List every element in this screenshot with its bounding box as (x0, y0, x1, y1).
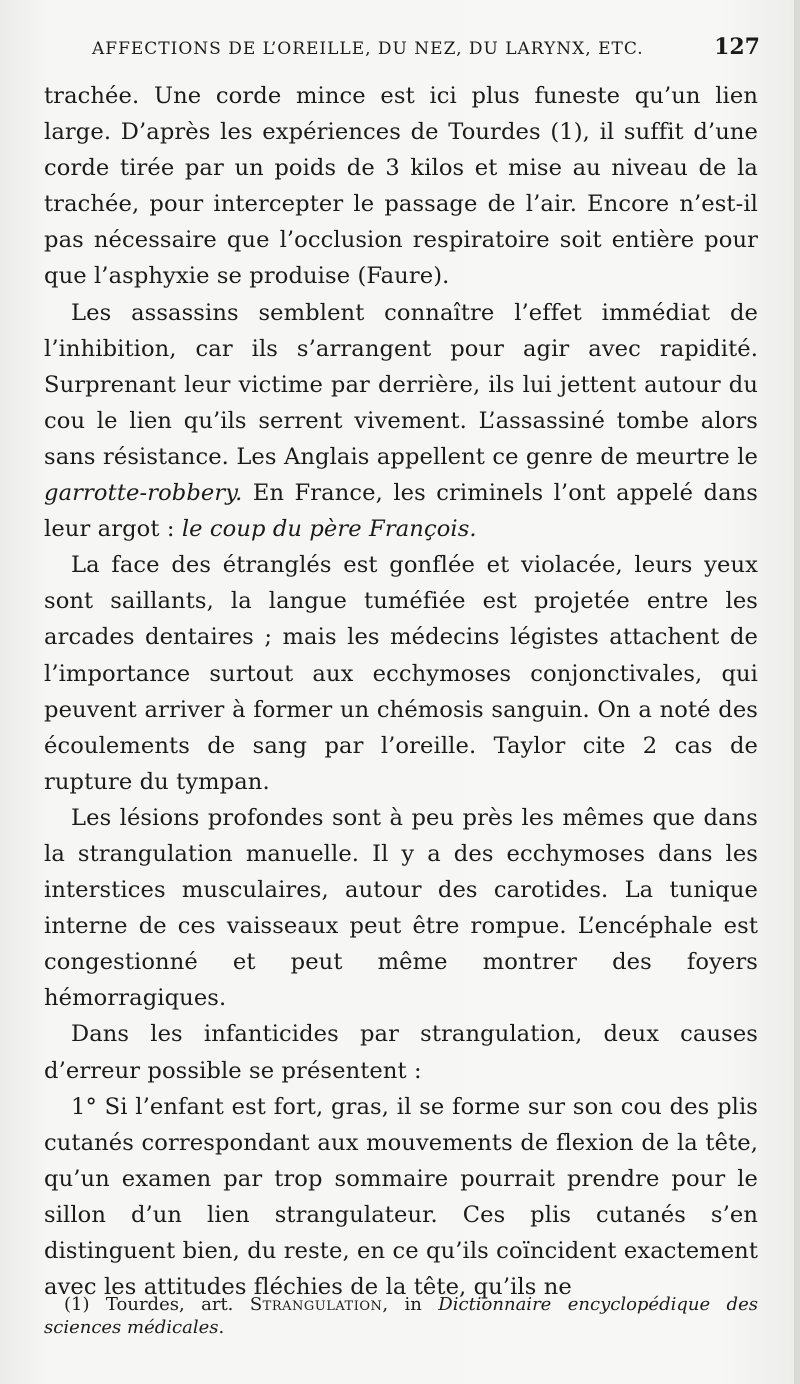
main-text (44, 78, 758, 1305)
footnote-article: Strangulation (249, 1294, 383, 1315)
term-coup-du-pere-francois: le coup du père François. (181, 516, 477, 543)
footnote-area (44, 1294, 758, 1339)
footnote-1 (44, 1294, 758, 1339)
footnote-marker-author: (1) Tourdes, art. (64, 1294, 234, 1315)
paragraph-2-text-a: Les assassins semblent connaître l’effet immédiat de l’inhibition, car ils s’arrangent pour agir avec rapidité. Surprenant leur victime par derrière, ils lui jettent autour du cou le lien qu’ils serrent vivement. L’assassiné tombe alors sans résistance. Les Anglais appellent ce genre de meurtre le (44, 299, 758, 470)
footnote-work-title: Dictionnaire encyclopédique des sciences médicales (44, 1294, 758, 1338)
paragraph-2-text-b: En France, les criminels l’ont appelé dans leur argot : (44, 480, 758, 543)
running-title: AFFECTIONS DE L’OREILLE, DU NEZ, DU LARYNX, ETC. (92, 39, 644, 59)
paragraph-3: La face des étranglés est gonflée et violacée, leurs yeux sont saillants, la langue tuméfiée est projetée entre les arcades dentaires ; mais les médecins légistes attachent de l’importance surtout aux ecchymoses conjonctivales, qui peuvent arriver à former un chémosis sanguin. On a noté des écoulements de sang par l’oreille. Taylor cite 2 cas de rupture du tympan. (44, 552, 758, 795)
paragraph-4: Les lésions profondes sont à peu près les mêmes que dans la strangulation manuelle. Il y a des ecchymoses dans les interstices musculaires, autour des carotides. La tunique interne de ces vaisseaux peut être rompue. L’encéphale est congestionné et peut même montrer des foyers hémorragiques. (44, 804, 758, 1012)
paragraph-6: 1° Si l’enfant est fort, gras, il se forme sur son cou des plis cutanés correspondant aux mouvements de flexion de la tête, qu’un examen par trop sommaire pourrait prendre pour le sillon d’un lien strangulateur. Ces plis cutanés s’en distinguent bien, du reste, en ce qu’ils coïncident exactement avec les attitudes fléchies de la tête, qu’ils ne (44, 1093, 758, 1301)
running-header (92, 34, 760, 60)
footnote-end: . (218, 1316, 225, 1338)
page-number: 127 (714, 34, 760, 60)
paragraph-1: trachée. Une corde mince est ici plus funeste qu’un lien large. D’après les expériences de Tourdes (1), il suffit d’une corde tirée par un poids de 3 kilos et mise au niveau de la trachée, pour intercepter le passage de l’air. Encore n’est-il pas nécessaire que l’occlusion respiratoire soit entière pour que l’asphyxie se produise (Faure). (44, 83, 758, 290)
paragraph-2 (44, 295, 758, 548)
term-garrotte-robbery: garrotte-robbery. (44, 480, 243, 507)
footnote-in: , in (382, 1294, 422, 1315)
paragraph-5: Dans les infanticides par strangulation, deux causes d’erreur possible se présentent : (44, 1021, 758, 1084)
